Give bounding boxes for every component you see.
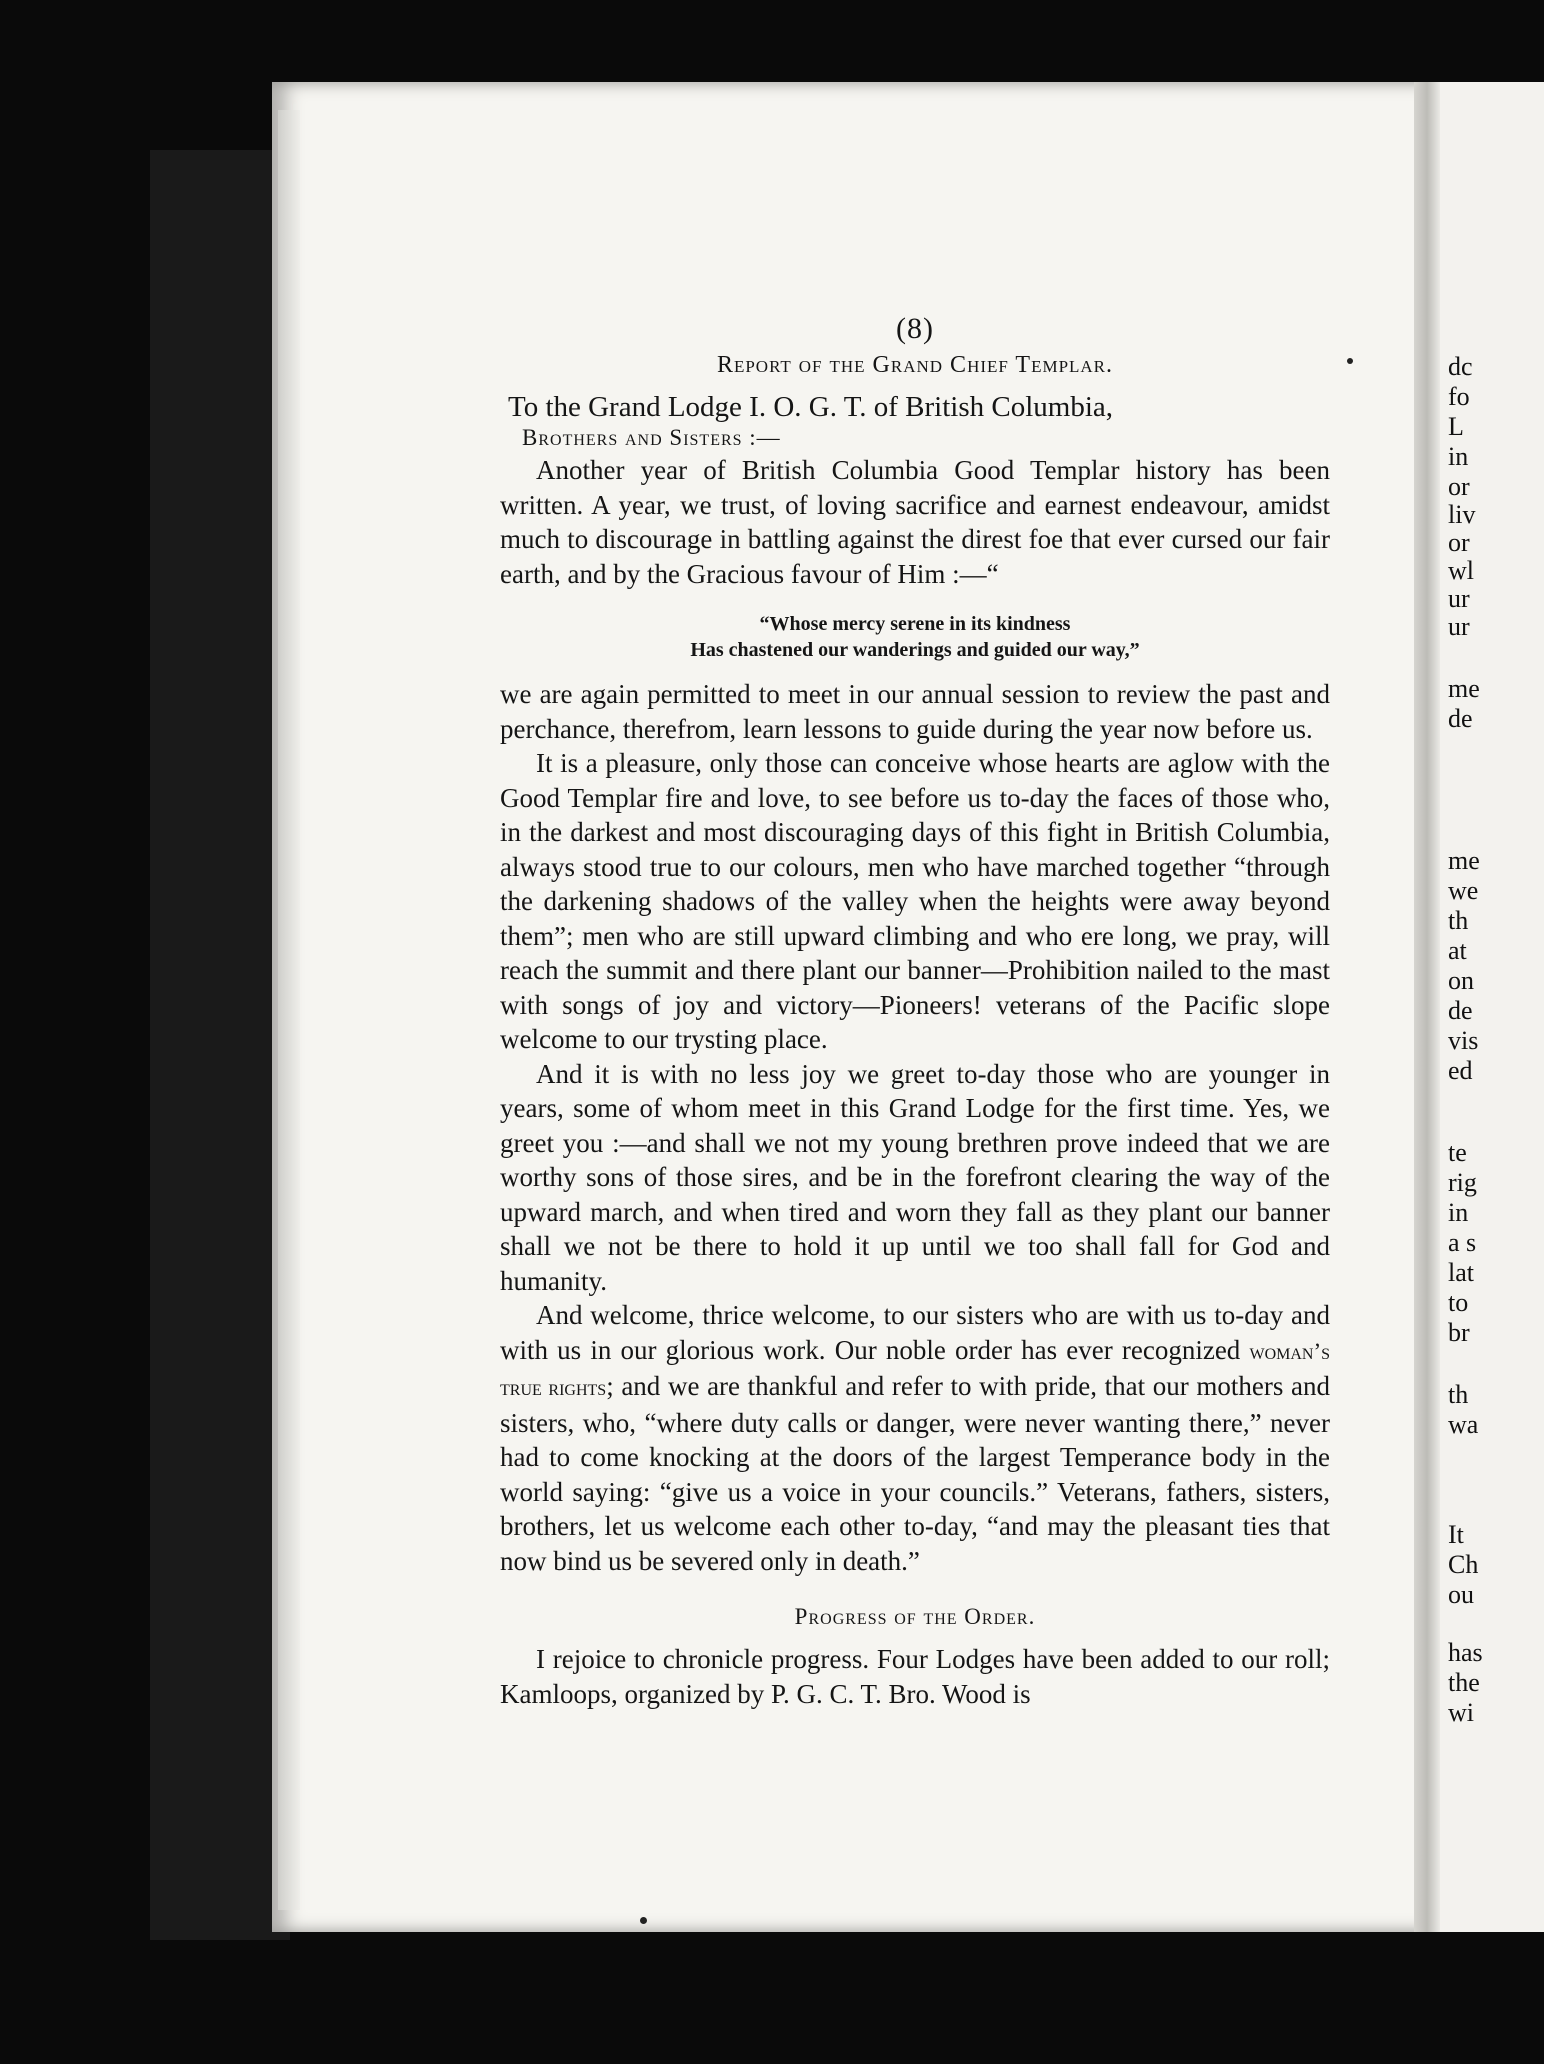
- ink-speck: [1347, 358, 1353, 364]
- next-page-fragment: rig: [1448, 1168, 1477, 1197]
- paragraph-sisters: [500, 1298, 1330, 1578]
- paragraph-sisters-start: And welcome, thrice welcome, to our sisters who are with us to-day and with us in our glorious work. Our noble order has ever recognized: [500, 1300, 1330, 1365]
- paragraph-progress: I rejoice to chronicle progress. Four Lodges have been added to our roll; Kamloops, organized by P. G. C. T. Bro. Wood is: [500, 1644, 1330, 1709]
- next-page-fragment: or: [1448, 472, 1470, 501]
- next-page-fragment: me: [1448, 846, 1480, 875]
- next-page-fragment: te: [1448, 1138, 1467, 1167]
- next-page-fragment: ur: [1448, 584, 1470, 613]
- report-title: Report of the Grand Chief Templar.: [716, 352, 1114, 378]
- next-page-fragment: has: [1448, 1638, 1483, 1667]
- next-page-fragment: or: [1448, 528, 1470, 557]
- next-page-fragment: Ch: [1448, 1550, 1479, 1579]
- next-page-fragment: we: [1448, 876, 1479, 905]
- paragraph-session: we are again permitted to meet in our annual session to review the past and perchance, therefrom, learn lessons to guide during the year now before us.: [500, 679, 1330, 744]
- book-gutter: [1414, 82, 1440, 1932]
- next-page-fragment: in: [1448, 442, 1469, 471]
- next-page-fragment: It: [1448, 1520, 1464, 1549]
- verse-quotation: [500, 611, 1330, 663]
- next-page-fragment: wi: [1448, 1698, 1474, 1727]
- next-page-fragment: at: [1448, 936, 1467, 965]
- next-page-fragment: on: [1448, 966, 1474, 995]
- next-page-fragment: de: [1448, 996, 1473, 1025]
- page-fold-shadow: [278, 110, 300, 1910]
- salutation: Brothers and Sisters :—: [522, 425, 781, 450]
- next-page-fragment: th: [1448, 1380, 1469, 1409]
- next-page-fragment: to: [1448, 1288, 1469, 1317]
- next-page-fragment: ou: [1448, 1580, 1474, 1609]
- next-page-fragment: br: [1448, 1318, 1470, 1347]
- book-spine-shadow: [150, 150, 290, 1940]
- next-page-fragment: lat: [1448, 1258, 1474, 1287]
- document-body: [500, 312, 1330, 1711]
- section-heading: Progress of the Order.: [794, 1604, 1036, 1629]
- next-page-fragment: dc: [1448, 352, 1473, 381]
- next-page-fragment: L: [1448, 412, 1464, 441]
- paragraph-opening: Another year of British Columbia Good Templar history has been written. A year, we trust, of loving sacrifice and earnest endeavour, amidst much to discourage in battling against the direst foe that ever cursed our fair earth, and by the Gracious favour of Him :—“: [500, 455, 1330, 589]
- paragraph-sisters-end: ; and we are thankful and refer to with pride, that our mothers and sisters, who, “where duty calls or danger, were never wanting there,” never had to come knocking at the doors of the largest Temperance body in the world saying: “give us a voice in your councils.” Veterans, fathers, sisters, brothers, let us welcome each other to-day, “and may the pleasant ties that now bind us be severed only in death.”: [500, 1371, 1330, 1576]
- next-page-fragment: a s: [1448, 1228, 1477, 1257]
- page-number: (8): [896, 312, 934, 345]
- next-page-fragment: in: [1448, 1198, 1469, 1227]
- paragraph-young-brethren: And it is with no less joy we greet to-day those who are younger in years, some of whom meet in this Grand Lodge for the first time. Yes, we greet you :—and shall we not my young brethren prove indeed that we are worthy sons of those sires, and be in the forefront clearing the way of the upward march, and when tired and worn they fall as they plant our banner shall we not be there to hold it up until we too shall fall for God and humanity.: [500, 1058, 1330, 1296]
- womans-true-rights: woman’s true rights: [500, 1338, 1330, 1400]
- ink-speck: [640, 1917, 647, 1924]
- next-page-fragment: wl: [1448, 556, 1474, 585]
- next-page-fragment: wa: [1448, 1410, 1479, 1439]
- next-page-fragment: th: [1448, 906, 1469, 935]
- addressee-line: To the Grand Lodge I. O. G. T. of British Columbia,: [508, 391, 1114, 423]
- next-page-fragment: liv: [1448, 500, 1476, 529]
- next-page-fragment: de: [1448, 704, 1473, 733]
- verse-line: “Whose mercy serene in its kindness: [759, 613, 1071, 635]
- paragraph-pioneers: It is a pleasure, only those can conceive whose hearts are aglow with the Good Templar fire and love, to see before us to-day the faces of those who, in the darkest and most discouraging days of this fight in British Columbia, always stood true to our colours, men who have marched together “through the darkening shadows of the valley when the heights were away beyond them”; men who are still upward climbing and who ere long, we pray, will reach the summit and there plant our banner—Prohibition nailed to the mast with songs of joy and victory—Pioneers! veterans of the Pacific slope welcome to our trysting place.: [500, 748, 1330, 1054]
- next-page-fragment: me: [1448, 674, 1480, 703]
- adjacent-page-edge: [1440, 82, 1544, 1932]
- next-page-fragment: fo: [1448, 382, 1470, 411]
- verse-line: Has chastened our wanderings and guided our way,”: [690, 639, 1140, 661]
- next-page-fragment: the: [1448, 1668, 1480, 1697]
- next-page-fragment: vis: [1448, 1026, 1479, 1055]
- next-page-fragment: ed: [1448, 1056, 1473, 1085]
- next-page-fragment: ur: [1448, 612, 1470, 641]
